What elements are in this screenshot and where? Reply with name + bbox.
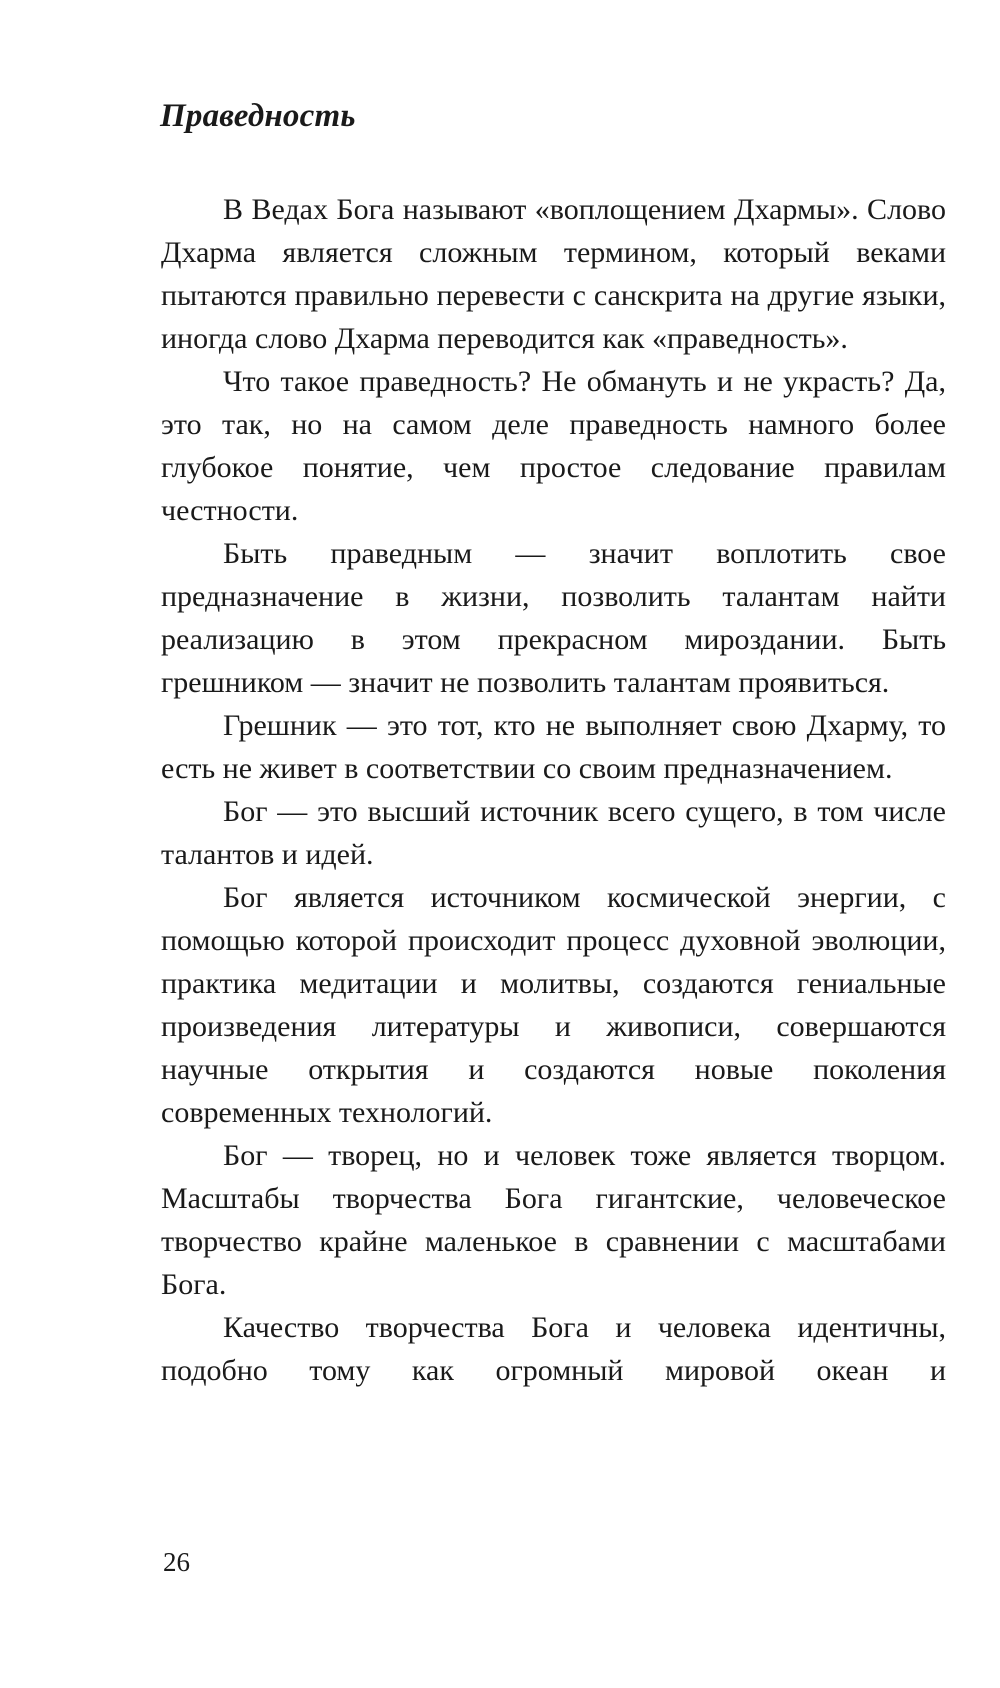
paragraph-5: Бог — это высший источник всего сущего, в том числе талантов и идей. xyxy=(161,795,946,871)
paragraph-4: Грешник — это тот, кто не выполняет свою Дхарму, то есть не живет в соответствии со своим предназначением. xyxy=(161,709,946,785)
paragraph-2: Что такое праведность? Не обмануть и не украсть? Да, это так, но на самом деле праведность намного более глубокое понятие, чем простое следование правилам честности. xyxy=(161,365,946,527)
paragraph-1: В Ведах Бога называют «воплощением Дхармы». Слово Дхарма является сложным термином, который веками пытаются правильно перевести с санскрита на другие языки, иногда слово Дхарма переводится как «праведность». xyxy=(161,193,946,355)
body-text xyxy=(161,188,946,1392)
paragraph-7: Бог — творец, но и человек тоже является творцом. Масштабы творчества Бога гигантские, человеческое творчество крайне маленькое в сравнении с масштабами Бога. xyxy=(161,1139,946,1301)
paragraph-8: Качество творчества Бога и человека идентичны, подобно тому как огромный мировой океан и xyxy=(161,1311,946,1387)
page-number: 26 xyxy=(163,1547,190,1577)
section-heading: Праведность xyxy=(160,98,356,134)
paragraph-6: Бог является источником космической энергии, с помощью которой происходит процесс духовной эволюции, практика медитации и молитвы, создаются гениальные произведения литературы и живописи, совершаются научные открытия и создаются новые поколения современных технологий. xyxy=(161,881,946,1129)
paragraph-3: Быть праведным — значит воплотить свое предназначение в жизни, позволить талантам найти реализацию в этом прекрасном мироздании. Быть грешником — значит не позволить талантам проявиться. xyxy=(161,537,946,699)
